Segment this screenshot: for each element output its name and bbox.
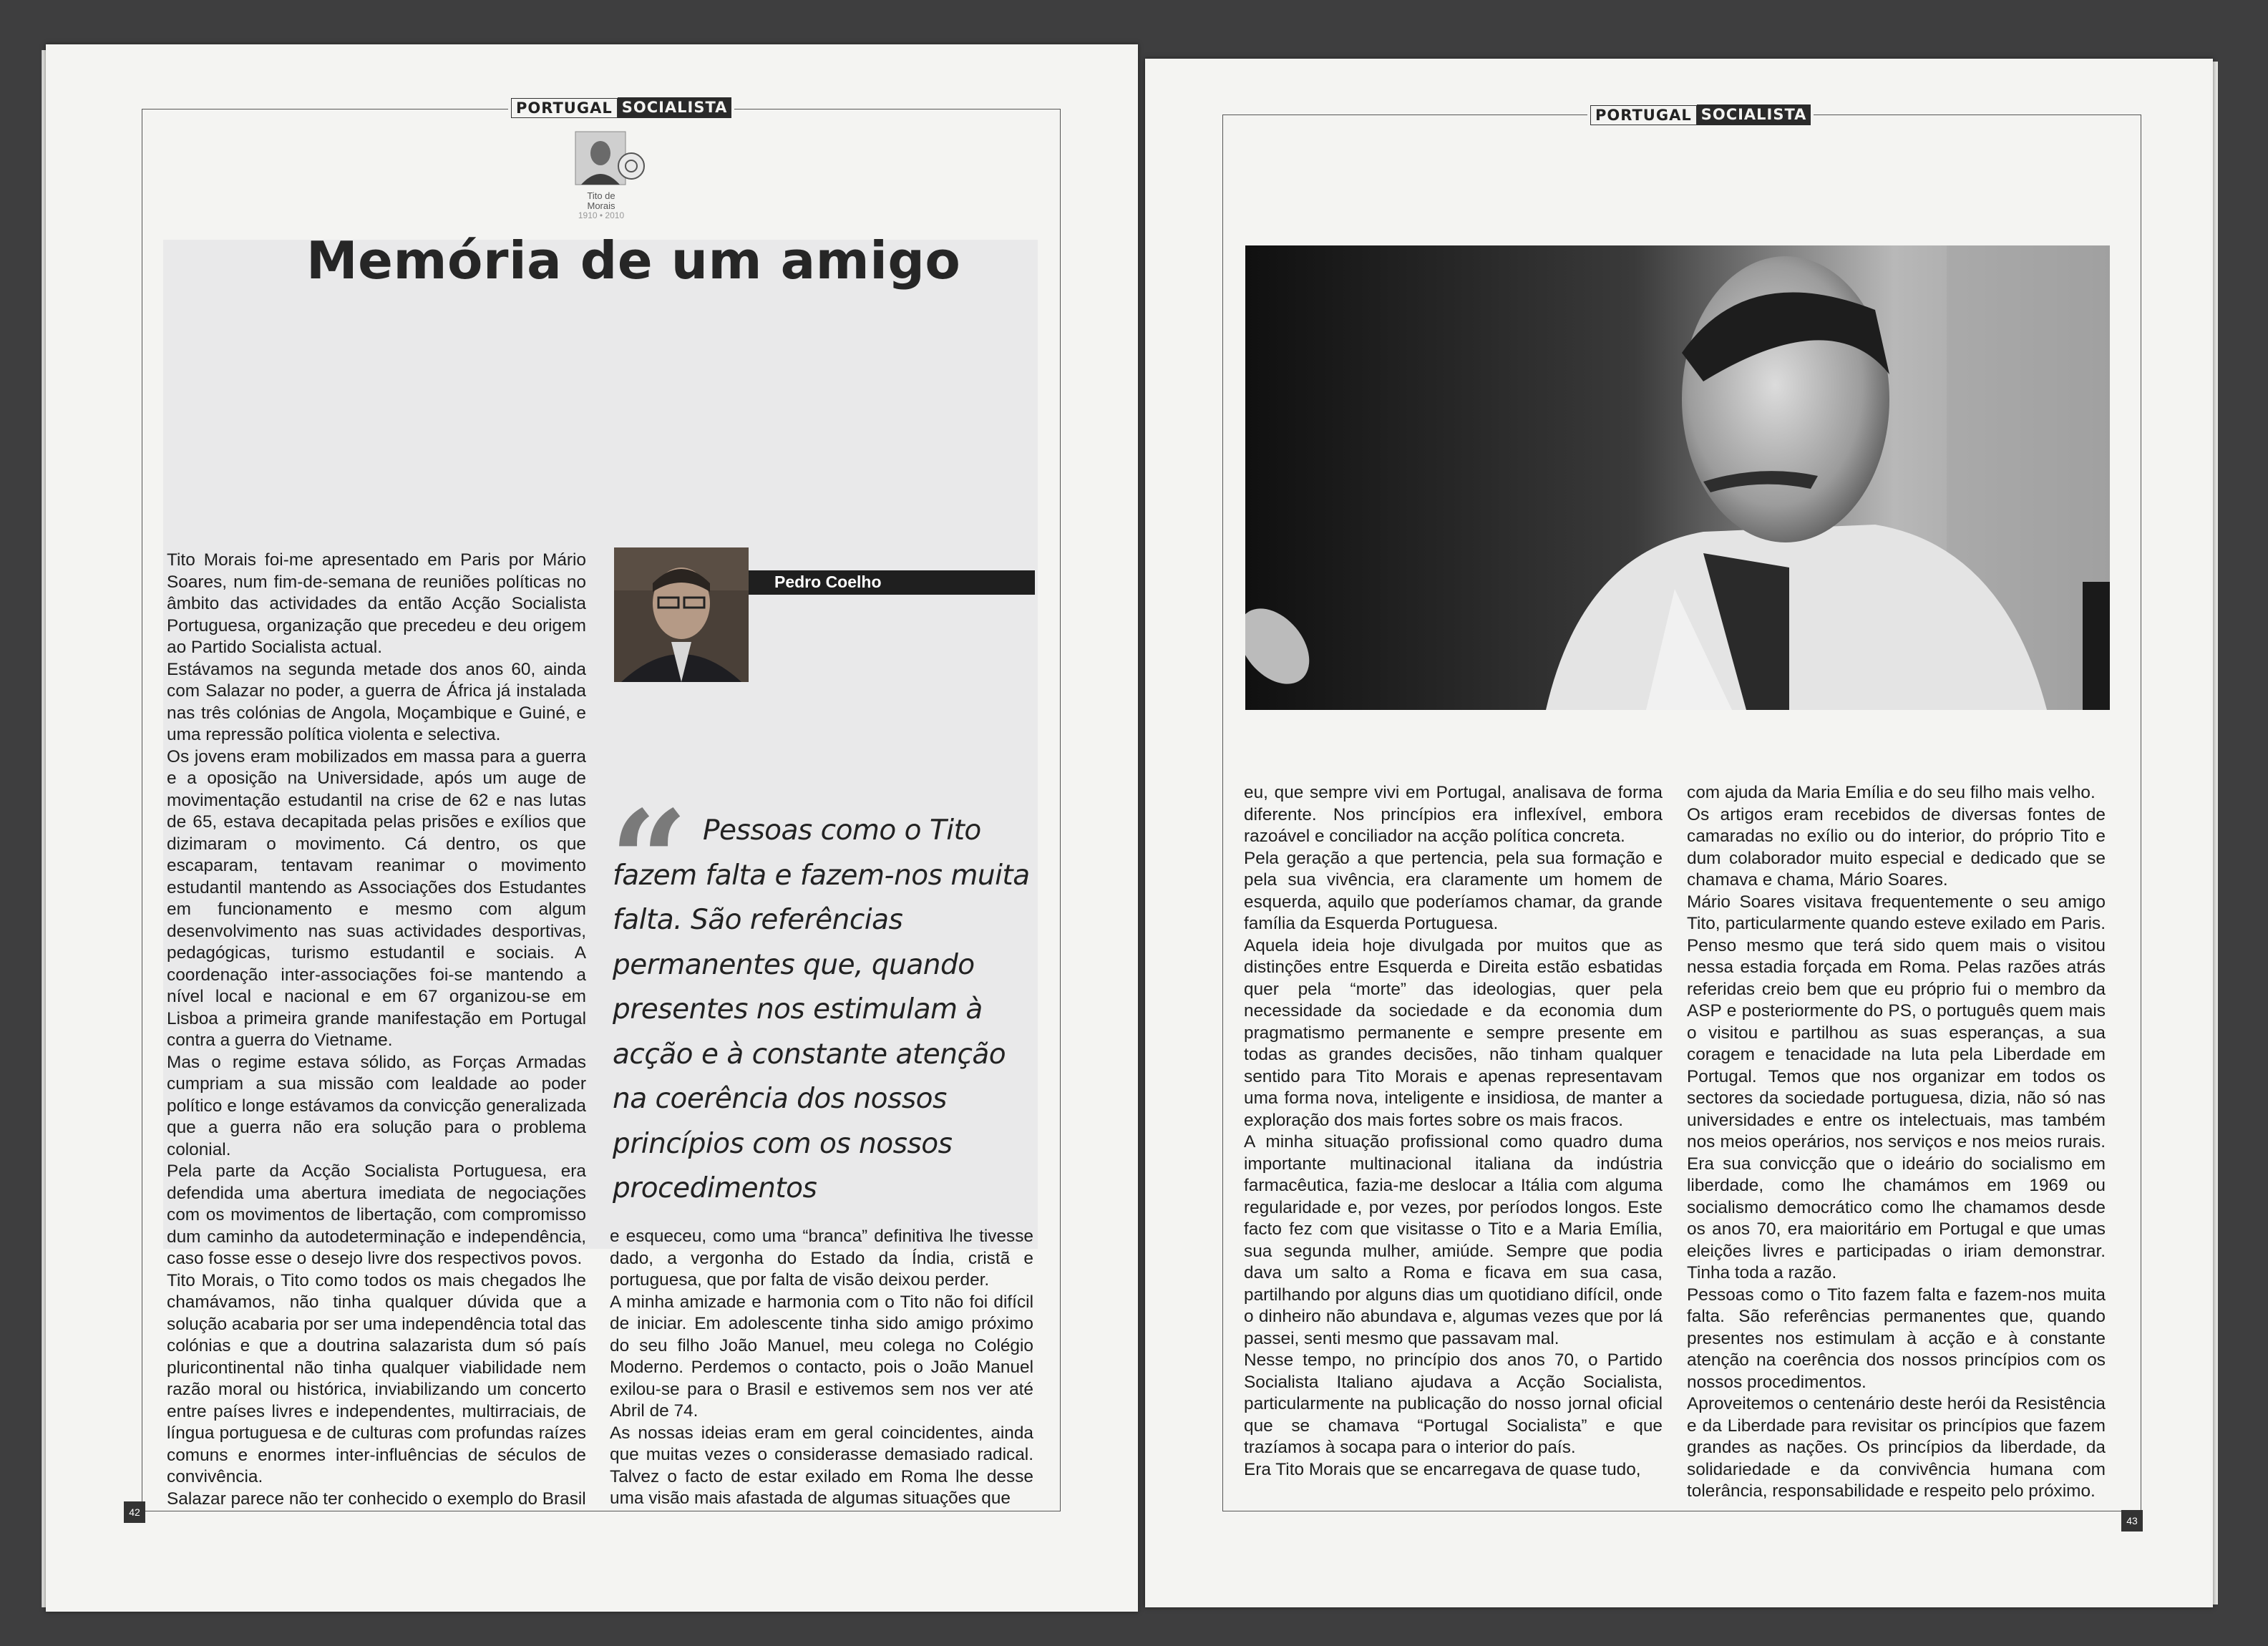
article-column-4 <box>1687 782 2106 1503</box>
page-number-right: 43 <box>2121 1510 2143 1531</box>
masthead-portugal: PORTUGAL <box>511 98 618 118</box>
author-bar <box>749 570 1035 595</box>
column-4-text: com ajuda da Maria Emília e do seu filho mais velho. Os artigos eram recebidos de diversas fontes de camaradas no exílio ou do interior, do próprio Tito e dum colaborador muito especial e dedicado que se chamava e chama, Mário Soares. Mário Soares visitava frequentemente o seu amigo Tito, particularmente quando esteve exilado em Paris. Penso mesmo que terá sido quem mais o visitou nessa estadia forçada em Roma. Pelas razões atrás referidas creio bem que eu próprio fui o membro da ASP e posteriormente do PS, o português quem mais o visitou e partilhou as suas esperanças, a sua coragem e tenacidade na luta pela Liberdade em Portugal. Temos que nos organizar em todos os sectores da sociedade portuguesa, dizia, não só nas universidades e entre os intelectuais, mas também nos meios operários, nos serviços e nos meios rurais. Era sua convicção que o ideário do socialismo em liberdade, como lhe chamámos em 1969 ou socialismo democrático como lhe chamamos desde os anos 70, era maioritário em Portugal e que umas eleições livres e participadas o iriam demonstrar. Tinha toda a razão. Pessoas como o Tito fazem falta e fazem-nos muita falta. São referências permanentes que, quando presentes nos estimulam à acção e à constante atenção na coerência dos nossos princípios com os nossos procedimentos. Aproveitemos o centenário deste herói da Resistência e da Liberdade para revisitar os princípios que fazem grandes as nações. Os princípios da liberdade, da solidariedade e da convivência humana com tolerância, responsabilidade e respeito pelo próximo. <box>1687 783 2106 1501</box>
author-name: Pedro Coelho <box>774 573 882 591</box>
main-photo <box>1245 245 2110 710</box>
article-column-2 <box>610 1226 1033 1510</box>
column-3-text: eu, que sempre vivi em Portugal, analisava de forma diferente. Nos princípios era inflexível, embora razoável e conciliador na acção política concreta. Pela geração a que pertencia, pela sua formação e pela sua vivência, era claramente um homem de esquerda, aquilo que poderíamos chamar, da grande família da Esquerda Portuguesa. Aquela ideia hoje divulgada por muitos que as distinções entre Esquerda e Direita estão esbatidas quer pela “morte” das ideologias, quer pela necessidade da sociedade e da economia dum pragmatismo permanente e sempre presente em todas as grandes decisões, não tinham qualquer sentido para Tito Morais e apenas representavam uma forma nova, inteligente e insidiosa, de manter a exploração dos mais fortes sobre os mais fracos. A minha situação profissional como quadro duma importante multinacional italiana da indústria farmacêutica, fazia-me deslocar a Itália com alguma regularidade e, por vezes, por períodos longos. Este facto fez com que visitasse o Tito e a Maria Emília, sua segunda mulher, amiúde. Sempre que podia dava um salto a Roma e ficava em sua casa, partilhando por alguns dias um quotidiano difícil, onde o dinheiro não abundava e, algumas vezes que por lá passei, senti mesmo que passavam mal. Nesse tempo, no princípio dos anos 70, o Partido Socialista Italiano ajudava a Acção Socialista, particularmente na publicação do nosso jornal oficial que se chamava “Portugal Socialista” e que trazíamos à socapa para o interior do país. Era Tito Morais que se encarregava de quase tudo, <box>1244 783 1663 1479</box>
quote-mark-icon: “ <box>610 781 688 940</box>
article-column-3 <box>1244 782 1663 1481</box>
masthead-portugal: PORTUGAL <box>1590 105 1697 125</box>
masthead-socialista: SOCIALISTA <box>1697 104 1811 125</box>
author-portrait-icon <box>614 547 749 682</box>
logo-name: Tito de Morais <box>587 190 615 211</box>
pull-quote: Pessoas como o Tito fazem falta e fazem-nos muita falta. São referências permanentes que, quando presentes nos estimulam à acção e à constante atenção na coerência dos nossos princípios com os nossos procedimentos <box>613 814 1030 1204</box>
article-column-1 <box>167 550 586 1510</box>
masthead-right <box>1587 104 1814 125</box>
column-2-text: e esqueceu, como uma “branca” definitiva lhe tivesse dado, a vergonha do Estado da Índia, cristã e portuguesa, que por falta de visão deixou perder. A minha amizade e harmonia com o Tito não foi difícil de iniciar. Em adolescente tinha sido amigo próximo do seu filho João Manuel, meu colega no Colégio Moderno. Perdemos o contacto, pois o João Manuel exilou-se para o Brasil e estivemos sem nos ver até Abril de 74. As nossas ideias eram em geral coincidentes, ainda que muitas vezes o considerasse demasiado radical. Talvez o facto de estar exilado em Roma lhe desse uma visão mais afastada de algumas situações que <box>610 1227 1033 1508</box>
article-title: Memória de um amigo <box>306 230 961 291</box>
logo-years: 1910 • 2010 <box>578 210 625 220</box>
page-number-left: 42 <box>124 1501 145 1523</box>
column-1-text: Tito Morais foi-me apresentado em Paris por Mário Soares, num fim-de-semana de reuniões políticas no âmbito das actividades da então Acção Socialista Portuguesa, organização que precedeu e deu origem ao Partido Socialista actual. Estávamos na segunda metade dos anos 60, ainda com Salazar no poder, a guerra de África já instalada nas três colónias de Angola, Moçambique e Guiné, e uma repressão política violenta e selectiva. Os jovens eram mobilizados em massa para a guerra e a oposição na Universidade, após um auge de movimentação estudantil na crise de 62 e nas lutas de 65, estava decapitada pelas prisões e exílios que dizimaram o movimento. Cá dentro, os que escaparam, tentavam reanimar o movimento estudantil mantendo as Associações dos Estudantes em funcionamento e mesmo com algum desenvolvimento nas suas actividades desportivas, pedagógicas, turismo estudantil e sociais. A coordenação inter-associações foi-se mantendo a nível local e nacional e em 67 organizou-se em Lisboa a primeira grande manifestação em Portugal contra a guerra do Vietname. Mas o regime estava sólido, as Forças Armadas cumpriam a sua missão com lealdade ao poder político e longe estávamos da convicção generalizada que a guerra não era solução para o problema colonial. Pela parte da Acção Socialista Portuguesa, era defendida uma abertura imediata de negociações com os movimentos de libertação, com compromisso dum caminho da autodeterminação e independência, caso fosse esse o desejo livre dos respectivos povos. Tito Morais, o Tito como todos os mais chegados lhe chamávamos, não tinha qualquer dúvida que a solução acabaria por ser uma independência total das colónias e que a doutrina salazarista dum só país pluricontinental não tinha qualquer viabilidade nem razão moral ou histórica, inviabilizando um concerto entre países livres e independentes, multirraciais, de língua portuguesa e de culturas com profundas raízes comuns e enormes inter-influências de séculos de convivência. Salazar parece não ter conhecido o exemplo do Brasil <box>167 550 586 1509</box>
centenary-logo <box>573 130 647 220</box>
tito-de-morais-photo-icon <box>1245 245 2110 710</box>
author-photo <box>614 547 749 682</box>
masthead-socialista: SOCIALISTA <box>618 97 732 118</box>
tito-portrait-icon <box>573 130 647 188</box>
masthead-left <box>508 97 734 118</box>
